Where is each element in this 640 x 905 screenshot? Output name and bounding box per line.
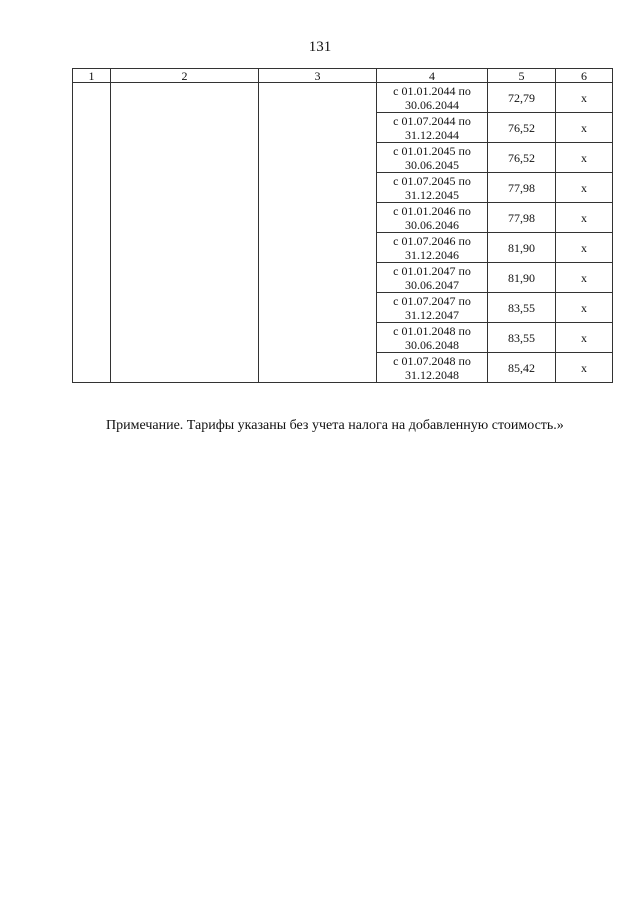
tariff-cell: 77,98	[488, 203, 556, 233]
header-row	[73, 69, 613, 83]
period-cell	[377, 143, 488, 173]
column-6-cell: х	[556, 83, 613, 113]
table-body	[73, 83, 613, 383]
column-6-cell: х	[556, 293, 613, 323]
period-to: 30.06.2044	[405, 97, 459, 112]
tariff-table	[72, 68, 613, 383]
period-to: 30.06.2047	[405, 277, 459, 292]
tariff-cell: 81,90	[488, 233, 556, 263]
table-header	[73, 69, 613, 83]
period-cell	[377, 83, 488, 113]
table-row	[73, 83, 613, 113]
period-from: с 01.07.2045 по	[393, 173, 471, 188]
period-from: с 01.01.2047 по	[393, 263, 471, 278]
period-cell	[377, 113, 488, 143]
period-to: 31.12.2046	[405, 247, 459, 262]
tariff-cell: 72,79	[488, 83, 556, 113]
period-cell	[377, 353, 488, 383]
period-from: с 01.01.2045 по	[393, 143, 471, 158]
column-3-cell	[259, 83, 377, 383]
column-6-cell: х	[556, 143, 613, 173]
column-6-cell: х	[556, 263, 613, 293]
period-from: с 01.07.2048 по	[393, 353, 471, 368]
column-header-4: 4	[377, 69, 488, 83]
period-cell	[377, 293, 488, 323]
tariff-cell: 76,52	[488, 143, 556, 173]
period-to: 30.06.2045	[405, 157, 459, 172]
period-to: 31.12.2048	[405, 367, 459, 382]
column-6-cell: х	[556, 323, 613, 353]
period-cell	[377, 323, 488, 353]
page-number: 131	[308, 39, 332, 55]
note-text: Примечание. Тарифы указаны без учета налога на добавленную стоимость.»	[106, 418, 564, 433]
period-to: 30.06.2046	[405, 217, 459, 232]
column-header-3: 3	[259, 69, 377, 83]
column-2-cell	[111, 83, 259, 383]
tariff-cell: 85,42	[488, 353, 556, 383]
tariff-cell: 81,90	[488, 263, 556, 293]
period-cell	[377, 173, 488, 203]
period-to: 31.12.2047	[405, 307, 459, 322]
tariff-cell: 83,55	[488, 293, 556, 323]
column-6-cell: х	[556, 353, 613, 383]
tariff-cell: 76,52	[488, 113, 556, 143]
column-header-1: 1	[73, 69, 111, 83]
period-cell	[377, 263, 488, 293]
column-6-cell: х	[556, 113, 613, 143]
period-from: с 01.07.2046 по	[393, 233, 471, 248]
period-to: 31.12.2045	[405, 187, 459, 202]
tariff-cell: 83,55	[488, 323, 556, 353]
period-to: 30.06.2048	[405, 337, 459, 352]
period-from: с 01.01.2044 по	[393, 83, 471, 98]
period-from: с 01.07.2047 по	[393, 293, 471, 308]
column-6-cell: х	[556, 203, 613, 233]
column-header-2: 2	[111, 69, 259, 83]
period-from: с 01.01.2046 по	[393, 203, 471, 218]
period-cell	[377, 203, 488, 233]
column-1-cell	[73, 83, 111, 383]
column-6-cell: х	[556, 173, 613, 203]
period-to: 31.12.2044	[405, 127, 459, 142]
period-from: с 01.01.2048 по	[393, 323, 471, 338]
period-from: с 01.07.2044 по	[393, 113, 471, 128]
column-header-6: 6	[556, 69, 613, 83]
column-header-5: 5	[488, 69, 556, 83]
column-6-cell: х	[556, 233, 613, 263]
tariff-cell: 77,98	[488, 173, 556, 203]
period-cell	[377, 233, 488, 263]
